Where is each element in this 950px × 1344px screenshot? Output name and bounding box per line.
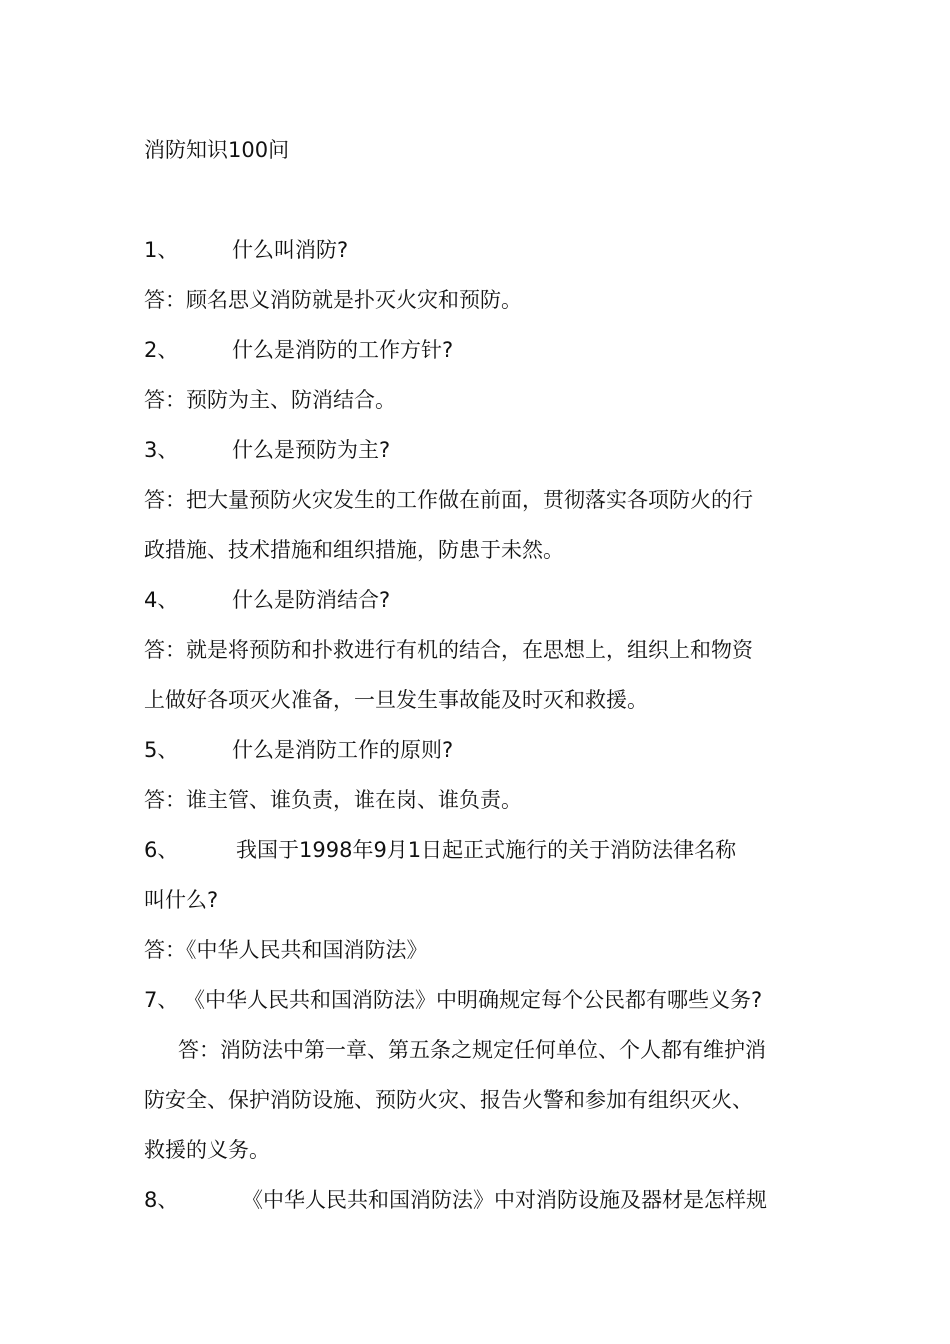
answer-7-line-3: 救援的义务。	[144, 1138, 270, 1162]
question-number: 3、	[144, 438, 179, 462]
question-2	[144, 335, 824, 365]
question-text: 什么是消防工作的原则?	[232, 738, 454, 762]
answer-1-line-1: 答：顾名思义消防就是扑灭火灾和预防。	[144, 288, 522, 312]
question-4	[144, 585, 824, 615]
question-text: 什么叫消防?	[232, 238, 349, 262]
question-text: 什么是预防为主?	[232, 438, 391, 462]
question-number: 4、	[144, 588, 179, 612]
answer-text: 答：消防法中第一章、第五条之规定任何单位、个人都有维护消	[178, 1038, 766, 1062]
question-number: 8、	[144, 1188, 179, 1212]
answer-7-line-2: 防安全、保护消防设施、预防火灾、报告火警和参加有组织灭火、	[144, 1088, 753, 1112]
answer-6-line-1: 答：《中华人民共和国消防法》	[144, 938, 428, 962]
question-number: 6、	[144, 838, 179, 862]
answer-4-line-1: 答：就是将预防和扑救进行有机的结合，在思想上，组织上和物资	[144, 638, 753, 662]
question-number: 5、	[144, 738, 179, 762]
question-number: 7、	[144, 988, 179, 1012]
answer-4-line-2: 上做好各项灭火准备，一旦发生事故能及时灭和救援。	[144, 688, 648, 712]
document-title: 消防知识100问	[144, 138, 290, 162]
question-number: 1、	[144, 238, 179, 262]
answer-3-line-2: 政措施、技术措施和组织措施，防患于未然。	[144, 538, 564, 562]
answer-5-line-1: 答：谁主管、谁负责，谁在岗、谁负责。	[144, 788, 522, 812]
question-text: 什么是防消结合?	[232, 588, 391, 612]
question-8	[144, 1185, 824, 1215]
question-number: 2、	[144, 338, 179, 362]
answer-7-line-1	[144, 1035, 824, 1065]
question-text: 什么是消防的工作方针?	[232, 338, 454, 362]
question-text: 《中华人民共和国消防法》中对消防设施及器材是怎样规	[242, 1188, 767, 1212]
question-3	[144, 435, 824, 465]
question-5	[144, 735, 824, 765]
question-1	[144, 235, 824, 265]
question-7	[144, 985, 824, 1015]
question-text: 我国于1998年9月1日起正式施行的关于消防法律名称	[236, 838, 737, 862]
question-6-line-2: 叫什么?	[144, 888, 219, 912]
question-6	[144, 835, 824, 865]
question-text: 《中华人民共和国消防法》中明确规定每个公民都有哪些义务?	[184, 988, 763, 1012]
answer-3-line-1: 答：把大量预防火灾发生的工作做在前面，贯彻落实各项防火的行	[144, 488, 753, 512]
answer-2-line-1: 答：预防为主、防消结合。	[144, 388, 396, 412]
